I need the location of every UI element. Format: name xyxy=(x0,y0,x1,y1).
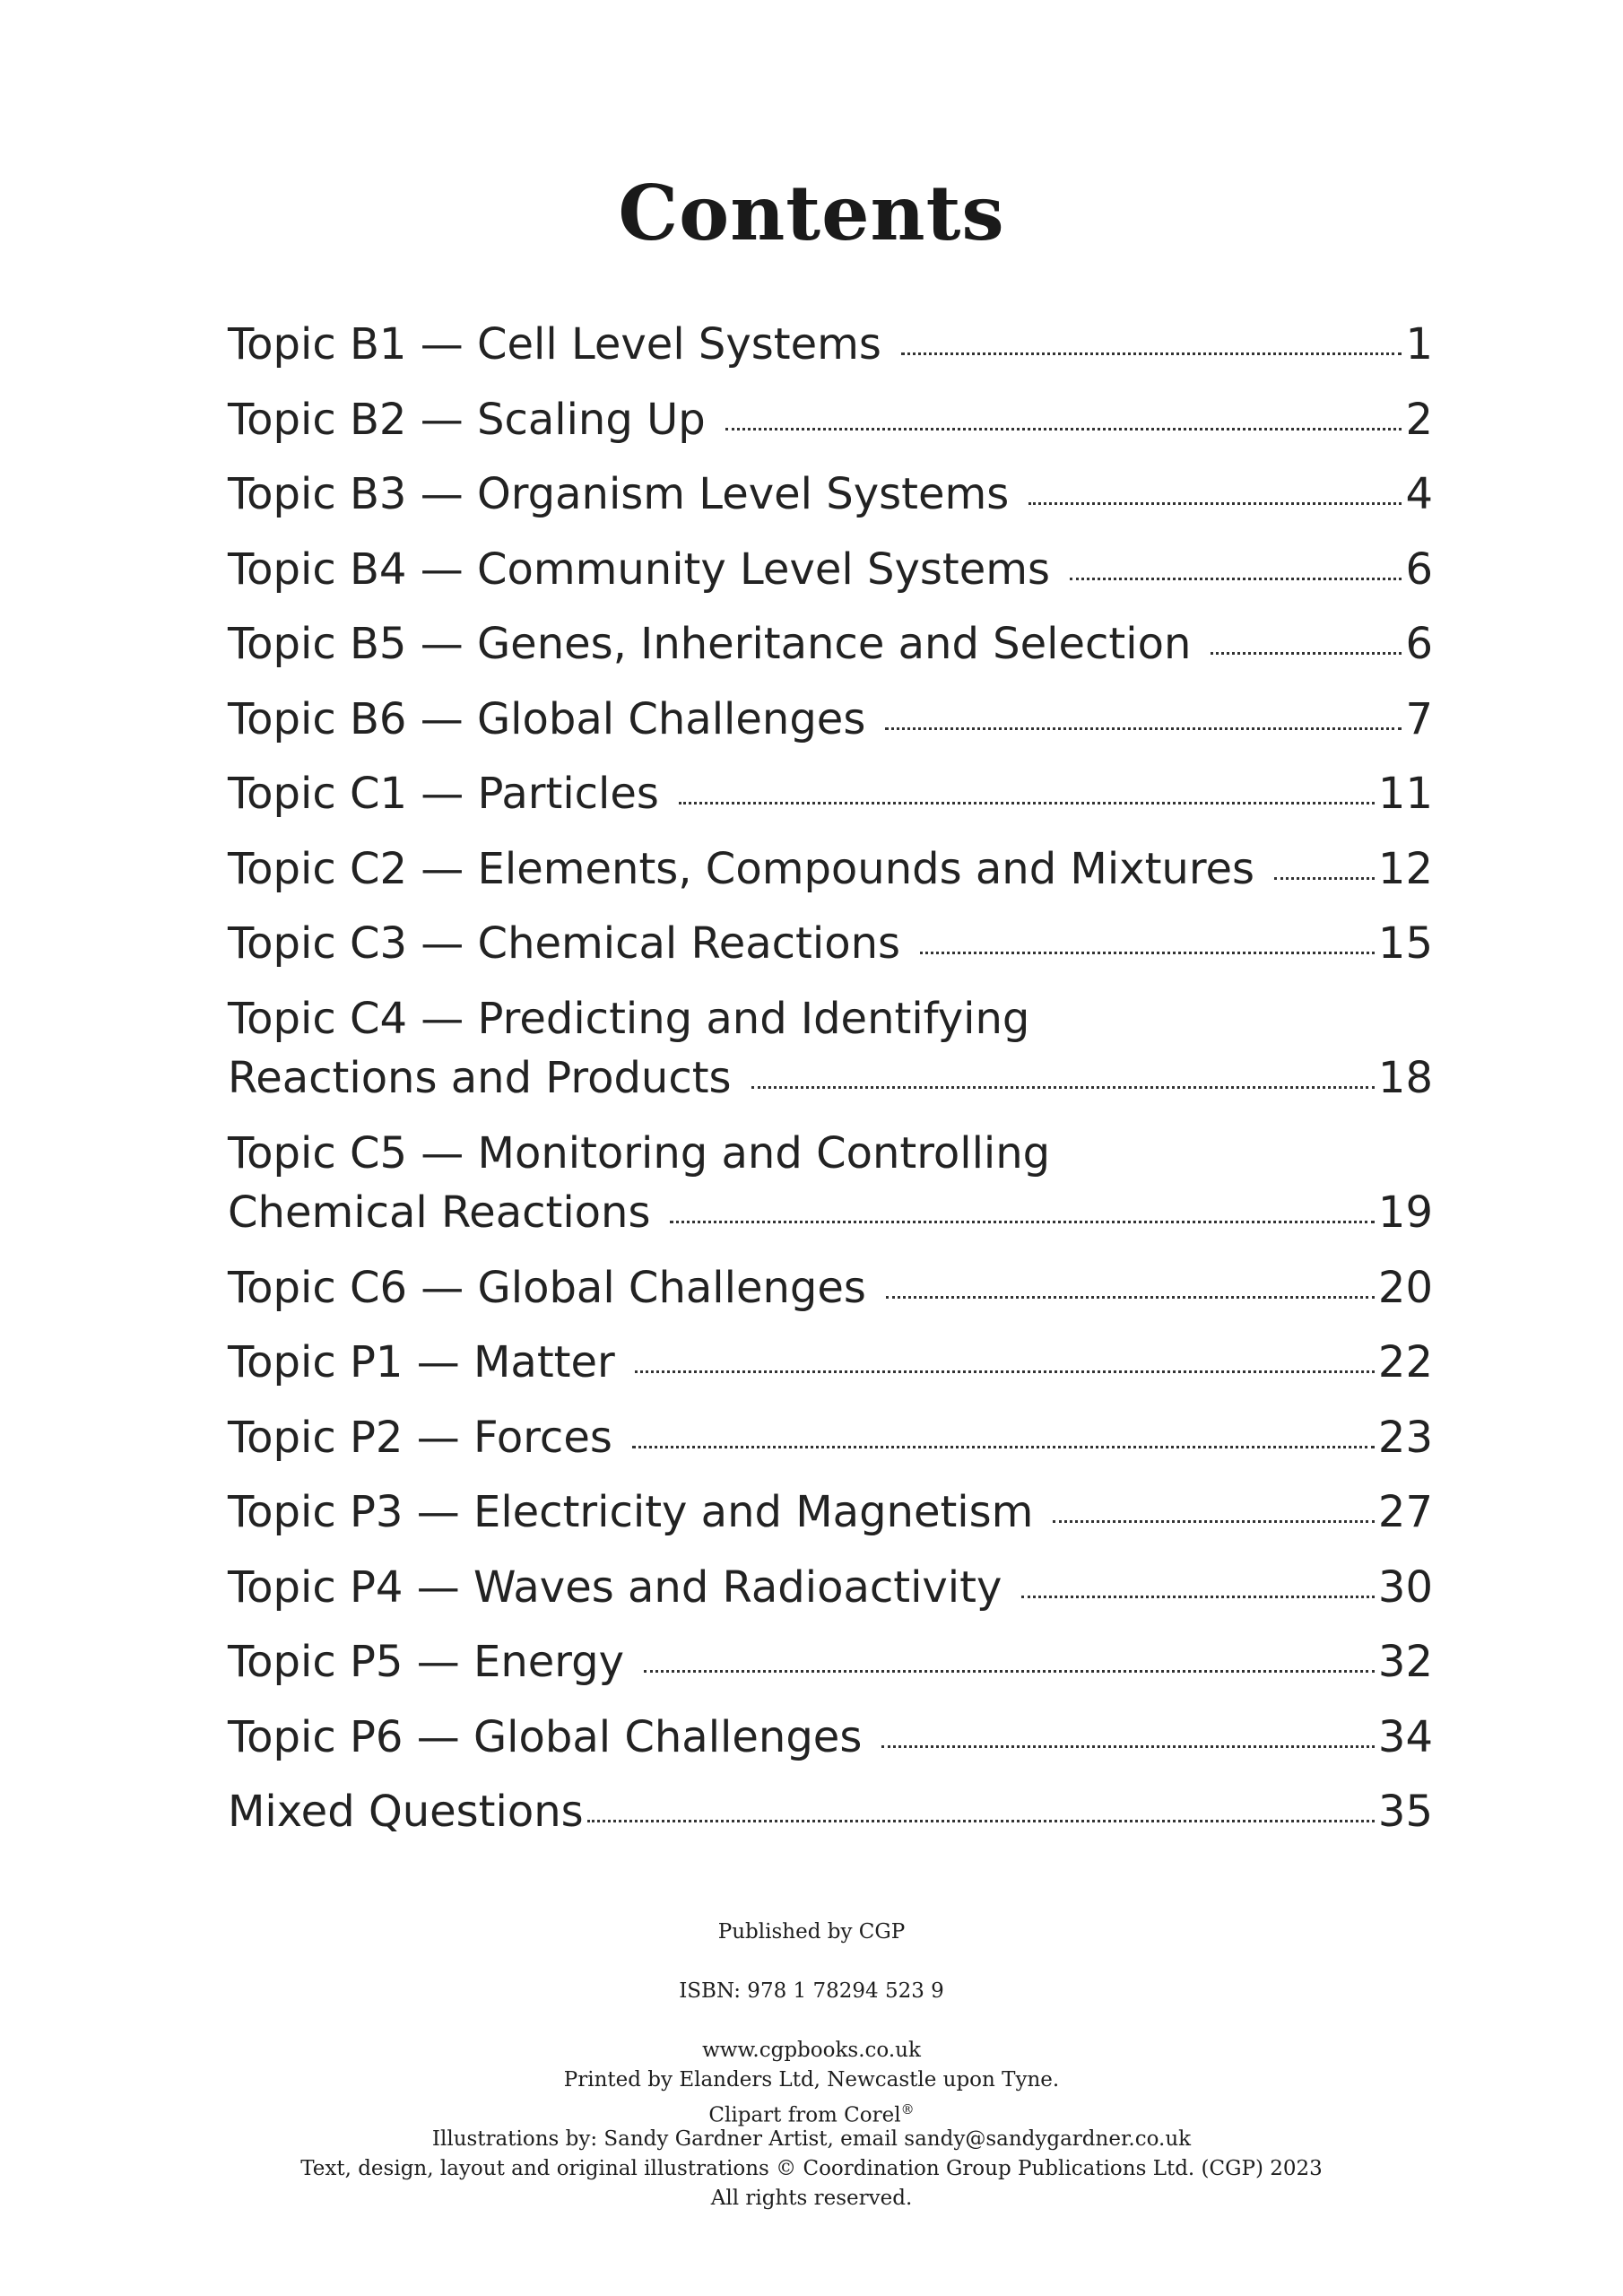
toc-entry xyxy=(228,308,1433,383)
toc-entry xyxy=(228,383,1433,458)
toc-entry-page: 6 xyxy=(1405,619,1433,669)
dot-leader xyxy=(1070,578,1402,580)
toc-entry-page: 15 xyxy=(1377,918,1433,969)
toc-entry-label: Topic B3 — Organism Level Systems xyxy=(228,469,1010,519)
toc-entry-label: Topic P4 — Waves and Radioactivity xyxy=(228,1561,1002,1613)
toc-entry-label: Mixed Questions xyxy=(228,1787,584,1837)
toc-entry-page: 18 xyxy=(1377,1052,1433,1103)
dot-leader xyxy=(1028,502,1402,505)
toc-entry-label: Topic B6 — Global Challenges xyxy=(228,693,866,744)
toc-entry xyxy=(228,982,1433,1117)
toc-entry-label: Topic P5 — Energy xyxy=(228,1637,625,1687)
toc-entry xyxy=(228,1117,1433,1251)
dot-leader xyxy=(725,428,1402,430)
toc-entry-label: Topic B1 — Cell Level Systems xyxy=(228,319,881,370)
printer-line: Printed by Elanders Ltd, Newcastle upon Tyne. xyxy=(563,2068,1060,2092)
isbn-line: ISBN: 978 1 78294 523 9 xyxy=(679,1979,944,2003)
toc-entry-label: Topic B5 — Genes, Inheritance and Selection xyxy=(228,619,1192,669)
toc-entry xyxy=(228,832,1433,908)
toc-entry-label-continued: Reactions and Products xyxy=(228,1052,732,1103)
clipart-line xyxy=(0,2095,1623,2125)
dot-leader xyxy=(751,1086,1375,1089)
copyright-line: Text, design, layout and original illustrations © Coordination Group Publications Ltd. (CGP) 2023 xyxy=(300,2157,1323,2180)
toc-entry-label: Topic C6 — Global Challenges xyxy=(228,1262,866,1313)
toc-entry-page: 34 xyxy=(1377,1711,1433,1762)
dot-leader xyxy=(1021,1596,1375,1598)
table-of-contents xyxy=(228,308,1433,1850)
toc-entry xyxy=(228,1625,1433,1700)
registered-mark: ® xyxy=(900,2101,915,2118)
toc-entry xyxy=(228,1475,1433,1551)
toc-entry-label: Topic C4 — Predicting and Identifying xyxy=(228,993,1030,1044)
page-title: Contents xyxy=(618,169,1005,257)
dot-leader xyxy=(886,1296,1375,1299)
illustrations-line: Illustrations by: Sandy Gardner Artist, email sandy@sandygardner.co.uk xyxy=(431,2127,1192,2151)
toc-entry-page: 30 xyxy=(1377,1561,1433,1613)
dot-leader xyxy=(587,1820,1375,1822)
toc-entry-label: Topic P1 — Matter xyxy=(228,1337,615,1387)
dot-leader xyxy=(885,727,1402,730)
toc-entry-page: 4 xyxy=(1405,469,1433,519)
toc-entry-page: 6 xyxy=(1405,544,1433,595)
toc-entry-label-continued: Chemical Reactions xyxy=(228,1187,651,1238)
toc-entry-page: 22 xyxy=(1377,1337,1433,1387)
toc-entry xyxy=(228,1551,1433,1626)
toc-entry xyxy=(228,1401,1433,1476)
toc-entry-page: 35 xyxy=(1377,1787,1433,1837)
toc-entry-label: Topic P6 — Global Challenges xyxy=(228,1711,863,1762)
toc-entry-page: 12 xyxy=(1377,843,1433,894)
publisher-line: Published by CGP xyxy=(717,1920,906,1944)
dot-leader xyxy=(670,1221,1374,1223)
dot-leader xyxy=(679,802,1375,804)
imprint xyxy=(0,1918,1623,2213)
toc-entry xyxy=(228,757,1433,832)
toc-entry-page: 32 xyxy=(1377,1637,1433,1687)
toc-entry-page: 2 xyxy=(1405,394,1433,445)
dot-leader xyxy=(1053,1520,1375,1523)
toc-entry xyxy=(228,907,1433,982)
toc-entry xyxy=(228,607,1433,683)
website-line: www.cgpbooks.co.uk xyxy=(702,2039,921,2062)
toc-entry xyxy=(228,683,1433,758)
dot-leader xyxy=(1211,652,1402,655)
toc-entry-page: 11 xyxy=(1377,769,1433,819)
toc-entry-page: 1 xyxy=(1405,319,1433,370)
toc-entry-label: Topic B2 — Scaling Up xyxy=(228,394,706,445)
rights-line: All rights reserved. xyxy=(710,2187,913,2210)
dot-leader xyxy=(644,1670,1375,1673)
toc-entry-page: 19 xyxy=(1377,1187,1433,1238)
toc-entry xyxy=(228,1700,1433,1776)
dot-leader xyxy=(635,1370,1375,1373)
toc-entry-page: 23 xyxy=(1377,1412,1433,1463)
toc-entry xyxy=(228,1251,1433,1326)
dot-leader xyxy=(1274,877,1375,880)
dot-leader xyxy=(632,1446,1375,1448)
toc-entry-page: 7 xyxy=(1405,693,1433,744)
toc-entry-label: Topic C5 — Monitoring and Controlling xyxy=(228,1127,1051,1178)
toc-entry-label: Topic C2 — Elements, Compounds and Mixtures xyxy=(228,843,1255,894)
toc-entry-label: Topic B4 — Community Level Systems xyxy=(228,544,1050,595)
dot-leader xyxy=(901,352,1402,355)
toc-entry xyxy=(228,533,1433,608)
clipart-text: Clipart from Corel xyxy=(708,2103,901,2127)
toc-entry-label: Topic P3 — Electricity and Magnetism xyxy=(228,1487,1034,1537)
dot-leader xyxy=(881,1745,1375,1748)
toc-entry-page: 20 xyxy=(1377,1262,1433,1313)
toc-entry-label: Topic C3 — Chemical Reactions xyxy=(228,918,900,969)
toc-entry-page: 27 xyxy=(1377,1487,1433,1537)
toc-entry xyxy=(228,1775,1433,1850)
toc-entry xyxy=(228,1326,1433,1401)
toc-entry-label: Topic C1 — Particles xyxy=(228,769,659,819)
dot-leader xyxy=(920,952,1375,954)
toc-entry-label: Topic P2 — Forces xyxy=(228,1412,612,1463)
toc-entry xyxy=(228,457,1433,533)
